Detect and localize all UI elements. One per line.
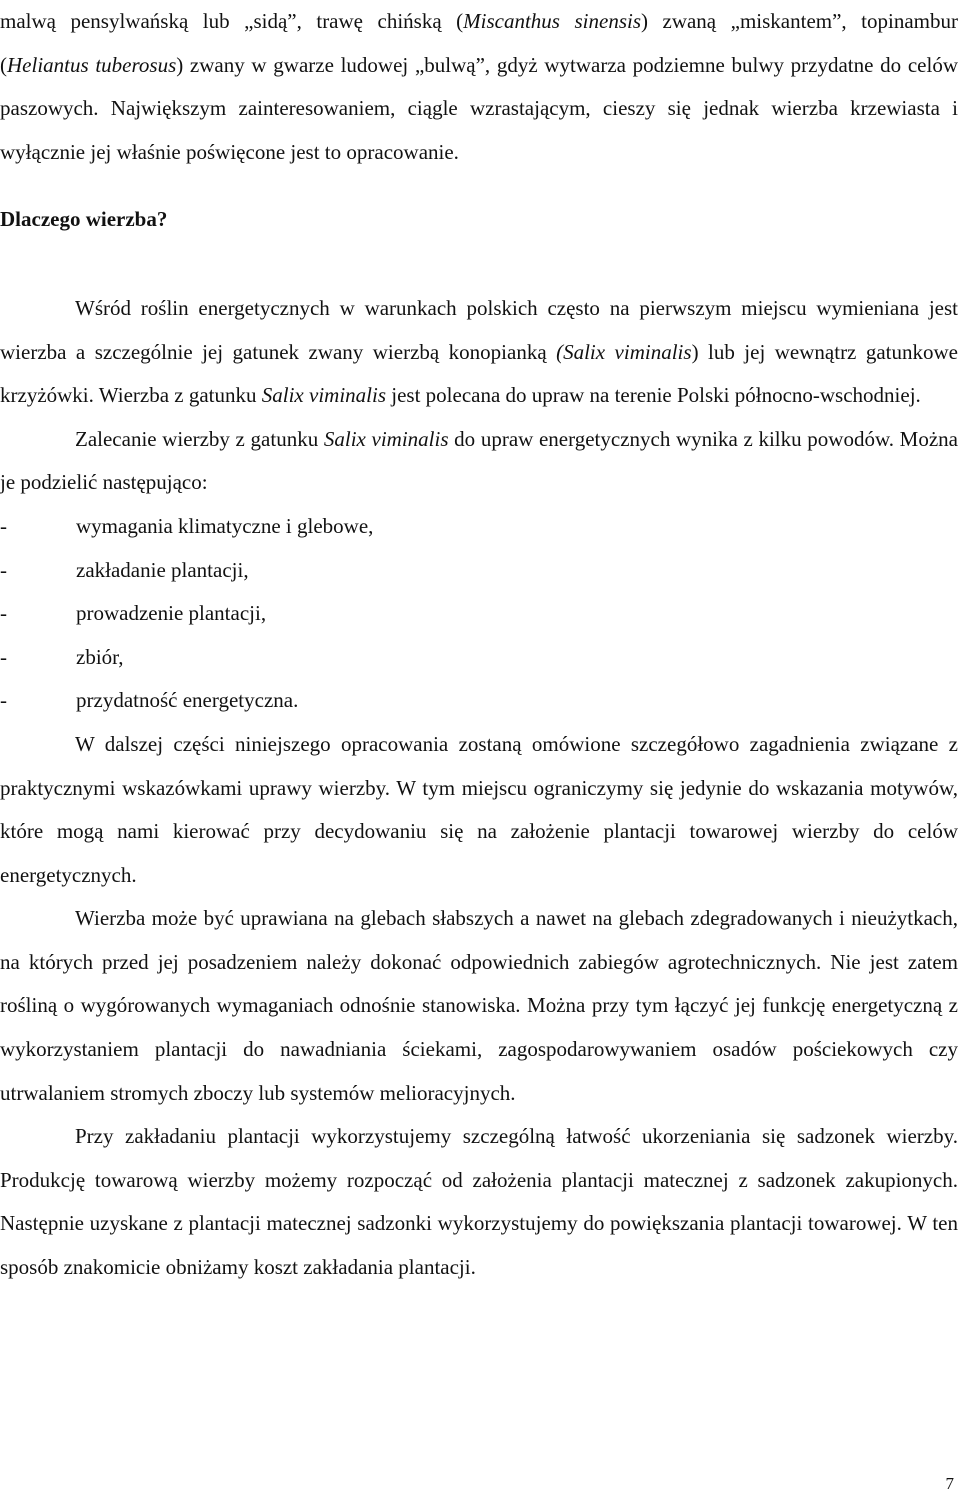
text-run: ) zwaną „miskantem”, topinambur ( [0, 9, 958, 77]
list-item: - zakładanie plantacji, [0, 549, 958, 593]
italic-latin-name: Miscanthus sinensis [463, 9, 641, 33]
paragraph-plantation-setup [0, 1115, 958, 1289]
text-run: ) zwany w gwarze ludowej „bulwą”, gdyż wytwarza podziemne bulwy przydatne do celów paszowych. Największym zainteresowaniem, ciągle wzrastającym, cieszy się jednak wierzba krzewiasta i wyłącznie jej właśnie poświęcone jest to opracowanie. [0, 52, 958, 164]
list-dash: - [0, 644, 7, 669]
paragraph-intro-continuation [0, 0, 958, 174]
text-run: Zalecanie wierzby z gatunku [75, 426, 324, 451]
text-run: Przy zakładaniu plantacji wykorzystujemy szczególną łatwość ukorzeniania się sadzonek wierzby. Produkcję towarową wierzby możemy rozpocząć od założenia plantacji matecznej z sadzonek zakupionych. Następnie uzyskane z plantacji matecznej sadzonki wykorzystujemy do powiększania plantacji towarowej. W ten sposób znakomicie obniżamy koszt zakładania plantacji. [0, 1124, 958, 1280]
text-run: malwą pensylwańską lub „sidą”, trawę chińską ( [0, 9, 464, 33]
italic-latin-name: Salix viminalis [323, 426, 449, 451]
text-run: ) lub jej wewnątrz gatunkowe krzyżówki. Wierzba z gatunku [0, 339, 958, 408]
list-item: - przydatność energetyczna. [0, 679, 958, 723]
list-item: - prowadzenie plantacji, [0, 592, 958, 636]
italic-latin-name: Salix viminalis [261, 383, 387, 408]
list-dash: - [0, 513, 7, 538]
paragraph-why-willow [0, 287, 958, 418]
text-run: W dalszej części niniejszego opracowania zostaną omówione szczegółowo zagadnienia związane z praktycznymi wskazówkami uprawy wierzby. W tym miejscu ograniczymy się jedynie do wskazania motywów, które mogą nami kierować przy decydowaniu się na założenie plantacji towarowej wierzby do celów energetycznych. [0, 731, 958, 887]
paragraph-further-sections [0, 723, 958, 897]
italic-latin-name: Heliantus tuberosus [7, 52, 177, 77]
list-dash: - [0, 688, 7, 713]
page-number: 7 [945, 1474, 954, 1493]
section-heading: Dlaczego wierzba? [0, 207, 168, 232]
text-run: Wierzba może być uprawiana na glebach słabszych a nawet na glebach zdegradowanych i nieużytkach, na których przed jej posadzeniem należy dokonać odpowiednich zabiegów agrotechnicznych. Nie jest zatem rośliną o wygórowanych wymaganiach odnośnie stanowiska. Można przy tym łączyć jej funkcję energetyczną z wykorzystaniem plantacji do nawadniania ściekami, zagospodarowywaniem osadów pościekowych czy utrwalaniem stromych zboczy lub systemów melioracyjnych. [0, 906, 958, 1105]
list-item: - zbiór, [0, 636, 958, 680]
paragraph-soil-requirements [0, 897, 958, 1115]
italic-latin-name: (Salix viminalis [556, 339, 692, 364]
reasons-list [0, 505, 958, 723]
paragraph-reasons [0, 418, 958, 505]
list-dash: - [0, 601, 7, 626]
text-run: Wśród roślin energetycznych w warunkach polskich często na pierwszym miejscu wymieniana jest wierzba a szczególnie jej gatunek zwany wierzbą konopianką [0, 295, 958, 364]
text-run: do upraw energetycznych wynika z kilku powodów. Można je podzielić następująco: [0, 426, 958, 495]
text-run: jest polecana do upraw na terenie Polski północno-wschodniej. [386, 383, 921, 408]
list-item: - wymagania klimatyczne i glebowe, [0, 505, 958, 549]
list-dash: - [0, 557, 7, 582]
